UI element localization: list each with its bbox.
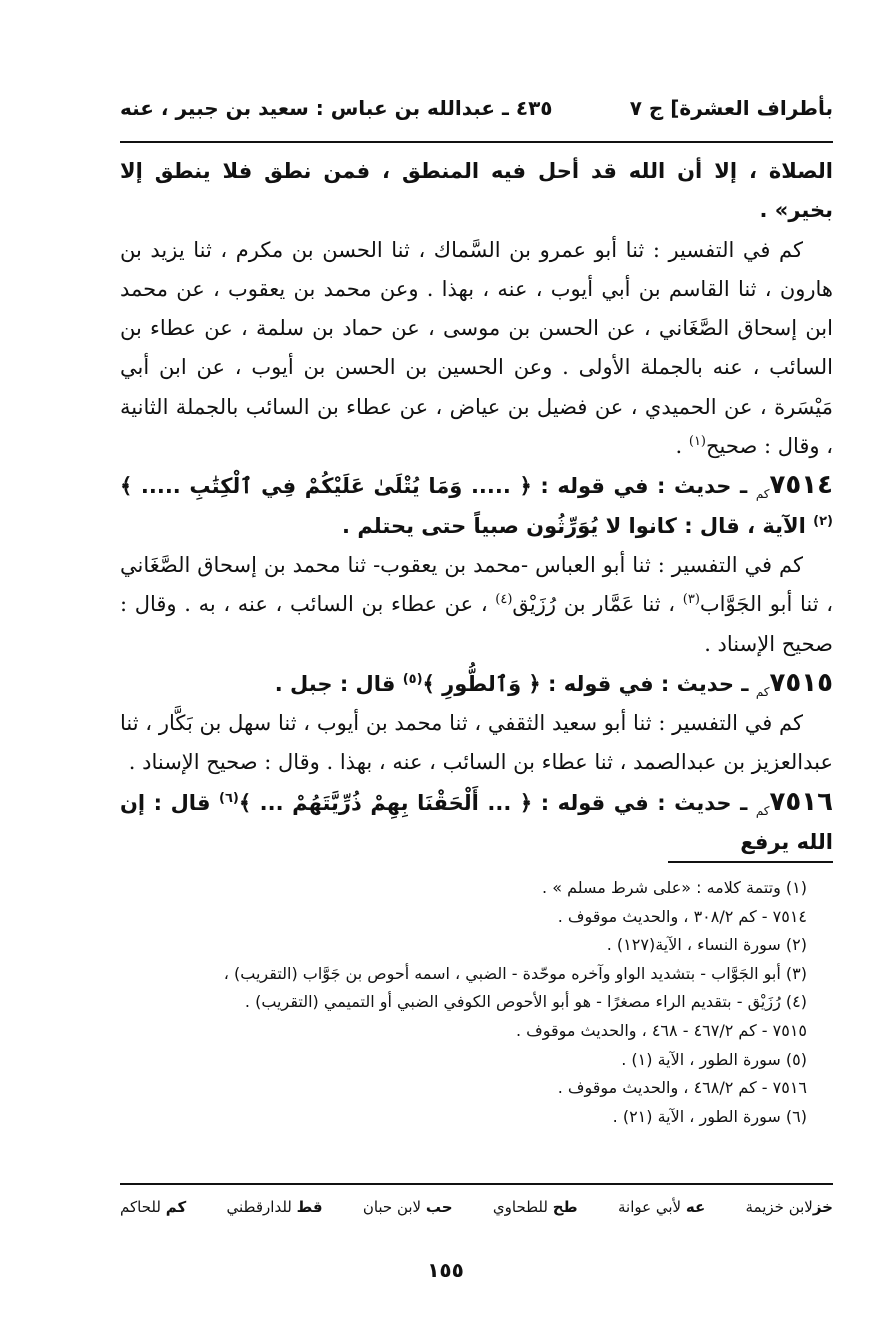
footnote: (٦) سورة الطور ، الآية (٢١) . [612, 1106, 807, 1126]
hadith-7515 [120, 664, 833, 704]
hadith-text: ـ حديث : في قوله : ﴿ ... أَلْحَقْنَا بِهِمْ ذُرِّيَّتَهُمْ ... ﴾ [238, 790, 756, 815]
main-text [120, 152, 833, 862]
abbreviation [227, 1198, 323, 1216]
paragraph-end: . [675, 434, 689, 459]
abbreviation [363, 1198, 453, 1216]
hadith-text-cont: الآية ، قال : كانوا لا يُوَرِّثُون صبياً حتى يحتلم . [342, 513, 814, 538]
paragraph-text: كم في التفسير : ثنا أبو عمرو بن السَّماك ، ثنا الحسن بن مكرم ، ثنا يزيد بن هارون ، ثنا القاسم بن أبي أيوب ، عنه ، بهذا . وعن محمد بن يعقوب ، عن محمد ابن إسحاق الصَّغَاني ، عن الحسن بن موسى ، عن حماد بن سلمة ، عن عطاء بن السائب ، عنه بالجملة الأولى . وعن الحسين بن الحسن بن أيوب ، عن ابن أبي مَيْسَرة ، عن الحميدي ، عن فضيل بن عياض ، عن عطاء بن السائب بالجملة الثانية ، وقال : صحيح [120, 237, 833, 459]
abbreviation-code: عه [685, 1198, 706, 1216]
header-book-title: بأطراف العشرة] ج ٧ [629, 96, 833, 120]
abbreviation-name: لابن حبان [362, 1198, 422, 1216]
abbreviation-code: كم [165, 1198, 187, 1216]
abbreviations-rule [120, 1183, 833, 1185]
hadith-7514 [120, 466, 833, 546]
footnotes [120, 874, 807, 1131]
footnote-ref: (٣) [682, 592, 700, 608]
abbreviation-code: طح [552, 1198, 578, 1216]
footnote-ref: (١) [688, 434, 706, 450]
hadith-number: ٧٥١٤ [769, 470, 833, 501]
hadith-number: ٧٥١٥ [769, 667, 833, 698]
page-number: ١٥٥ [427, 1258, 464, 1282]
paragraph-sources [120, 231, 833, 467]
running-header [120, 96, 833, 132]
abbreviations-key [120, 1198, 833, 1216]
paragraph-end: ، عن عطاء بن السائب ، عنه ، به . وقال : صحيح الإسناد . [120, 592, 833, 656]
footnote: (٤) رُزَيْق - بتقديم الراء مصغرًا - هو أبو الأحوص الكوفي الضبي أو التميمي (التقريب) . [244, 992, 807, 1012]
header-section-title: ٤٣٥ ـ عبدالله بن عباس : سعيد بن جبير ، عنه [120, 96, 553, 120]
footnote: (٥) سورة الطور ، الآية (١) . [621, 1049, 807, 1069]
footnote-rule [668, 861, 833, 863]
footnote-ref: (٦) [218, 790, 239, 806]
abbreviation-code: حب [425, 1198, 453, 1216]
abbreviation-name: للدارقطني [226, 1198, 292, 1216]
footnote: ٧٥١٤ - كم ٣٠٨/٢ ، والحديث موقوف . [557, 906, 807, 926]
footnote-ref: (٥) [402, 671, 423, 687]
paragraph-text: كم في التفسير : ثنا أبو العباس -محمد بن يعقوب- ثنا محمد بن إسحاق الصَّغَاني ، ثنا أبو الجَوَّاب [120, 552, 833, 617]
continuation-line: الصلاة ، إلا أن الله قد أحل فيه المنطق ، فمن نطق فلا ينطق إلا بخير» . [120, 159, 833, 223]
footnote: (١) وتتمة كلامه : «على شرط مسلم » . [542, 878, 807, 897]
abbreviation [120, 1198, 186, 1216]
paragraph-7514-sources [120, 546, 833, 664]
hadith-source-mark: كم [755, 803, 770, 818]
abbreviation-name: للطحاوي [492, 1198, 548, 1216]
hadith-text: ـ حديث : في قوله : ﴿ وَٱلطُّورِ ﴾ [422, 671, 756, 696]
footnote: (٣) أبو الجَوَّاب - بتشديد الواو وآخره موحّدة - الضبي ، اسمه أحوص بن جَوَّاب (التقريب) ، [223, 963, 807, 983]
paragraph-7515-sources: كم في التفسير : ثنا أبو سعيد الثقفي ، ثنا محمد بن أيوب ، ثنا سهل بن بَكَّار ، ثنا عبدالعزيز بن عبدالصمد ، ثنا عطاء بن السائب ، عنه ، بهذا . وقال : صحيح الإسناد . [120, 711, 833, 775]
abbreviation-code: خز [812, 1198, 833, 1216]
hadith-source-mark: كم [755, 685, 770, 700]
abbreviation [493, 1198, 578, 1216]
footnote: ٧٥١٥ - كم ٤٦٧/٢ - ٤٦٨ ، والحديث موقوف . [515, 1020, 807, 1040]
footnote: (٢) سورة النساء ، الآية(١٢٧) . [606, 935, 807, 955]
abbreviation [618, 1198, 705, 1216]
footnote-ref: (٢) [813, 513, 833, 529]
footnote: ٧٥١٦ - كم ٤٦٨/٢ ، والحديث موقوف . [557, 1078, 807, 1098]
footnote-ref: (٤) [495, 592, 513, 608]
hadith-text-cont: قال : جبل . [274, 671, 403, 696]
hadith-number: ٧٥١٦ [769, 786, 833, 817]
abbreviation-code: قط [296, 1198, 323, 1216]
abbreviation-name: لأبي عوانة [617, 1198, 682, 1216]
hadith-text-cont: قال : إن الله يرفع [120, 790, 833, 855]
abbreviation-name: للحاكم [120, 1198, 161, 1216]
hadith-source-mark: كم [755, 487, 770, 502]
abbreviation-name: لابن خزيمة [745, 1198, 813, 1216]
header-rule [120, 141, 833, 143]
paragraph-text: ، ثنا عَمَّار بن رُزَيْق [512, 592, 683, 617]
abbreviation [745, 1198, 833, 1216]
hadith-7516 [120, 783, 833, 863]
hadith-text: ـ حديث : في قوله : ﴿ ..... وَمَا يُتْلَىٰ عَلَيْكُمْ فِي ٱلْكِتَٰبِ ..... ﴾ [120, 474, 756, 499]
